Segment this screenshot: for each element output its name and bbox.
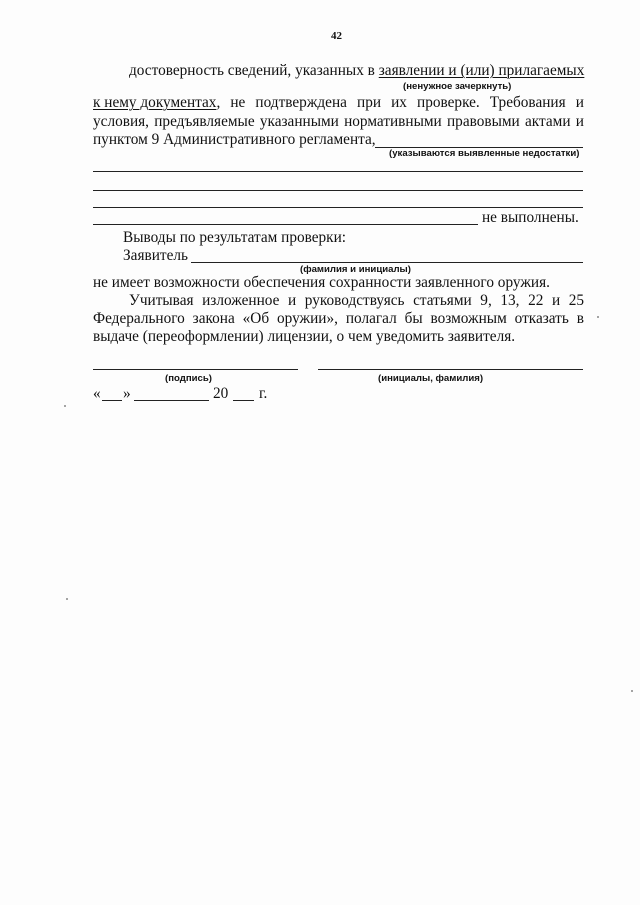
word: руководствуясь: [304, 292, 405, 309]
word: при: [357, 94, 382, 111]
word: Требования: [489, 94, 566, 111]
para1-line1: [129, 62, 584, 80]
word: и: [551, 292, 561, 309]
word: оружии»,: [277, 310, 338, 327]
para1-line2-underlined: к нему документах: [93, 94, 217, 111]
para2-line2: [93, 310, 584, 328]
deficiencies-field-first-line[interactable]: [375, 133, 583, 148]
word: и: [575, 113, 584, 130]
date-close-quote: »: [123, 385, 131, 402]
no-ability-text: не имеет возможности обеспечения сохранности заявленного оружия.: [93, 274, 550, 291]
word: бы: [404, 310, 423, 327]
word: «Об: [242, 310, 270, 327]
not-fulfilled-text: не выполнены.: [482, 209, 579, 226]
word: ,: [216, 94, 221, 111]
signature-note: (подпись): [165, 373, 212, 384]
para1-line2-lead: [93, 94, 220, 112]
deficiencies-field-line-5[interactable]: [93, 224, 478, 225]
word: возможным: [430, 310, 507, 327]
word: актами: [524, 113, 571, 130]
initials-note: (инициалы, фамилия): [378, 373, 484, 384]
scan-speck: [64, 405, 66, 407]
word: 22: [528, 292, 544, 309]
word: подтверждена: [255, 94, 347, 111]
word: отказать: [514, 310, 569, 327]
para1-line2: [93, 94, 584, 112]
applicant-name-field[interactable]: [191, 248, 583, 263]
word: изложенное: [202, 292, 280, 309]
scan-speck: [66, 598, 68, 600]
para2-line3: выдаче (переоформлении) лицензии, о чем уведомить заявителя.: [93, 328, 516, 345]
strike-note: (ненужное зачеркнуть): [403, 81, 512, 92]
deficiencies-note: (указываются выявленные недостатки): [389, 148, 580, 159]
para1-line4: пунктом 9 Административного регламента,: [93, 131, 376, 148]
scan-speck: [597, 316, 599, 318]
word: Учитывая: [129, 292, 194, 309]
date-month-field[interactable]: [134, 386, 209, 401]
date-year-prefix: 20: [213, 385, 229, 402]
initials-line[interactable]: [318, 369, 583, 370]
applicant-note: (фамилия и инициалы): [300, 264, 411, 275]
word: проверке.: [417, 94, 480, 111]
word: условия,: [93, 113, 149, 130]
word: закона: [192, 310, 235, 327]
word: предъявляемые: [154, 113, 255, 130]
applicant-label: Заявитель: [123, 247, 188, 264]
date-year-suffix: г.: [259, 385, 268, 402]
deficiencies-field-line-3[interactable]: [93, 190, 583, 191]
word: и: [287, 292, 297, 309]
para1-line1-underlined: заявлении и (или) прилагаемых: [378, 62, 585, 79]
word: правовыми: [446, 113, 520, 130]
signature-line[interactable]: [93, 369, 298, 370]
deficiencies-field-line-4[interactable]: [93, 207, 583, 208]
word: не: [230, 94, 246, 111]
conclusions-heading: Выводы по результатам проверки:: [123, 229, 347, 246]
para2-line1: [129, 292, 584, 310]
word: в: [576, 310, 584, 327]
word: 9,: [480, 292, 492, 309]
word: статьями: [413, 292, 472, 309]
deficiencies-field-line-2[interactable]: [93, 171, 583, 172]
date-day-field[interactable]: [102, 386, 122, 401]
date-open-quote: «: [93, 385, 101, 402]
word: и: [575, 94, 584, 111]
word: их: [391, 94, 407, 111]
word: нормативными: [344, 113, 442, 130]
date-year-field[interactable]: [233, 386, 254, 401]
word: полагал: [345, 310, 397, 327]
word: Федерального: [93, 310, 185, 327]
word: указанными: [259, 113, 339, 130]
word: 25: [568, 292, 584, 309]
para1-line1-start: достоверность сведений, указанных в: [129, 62, 379, 79]
word: 13,: [500, 292, 520, 309]
page-number: 42: [331, 30, 342, 42]
scan-speck: [631, 690, 633, 692]
para1-line3: [93, 113, 584, 131]
